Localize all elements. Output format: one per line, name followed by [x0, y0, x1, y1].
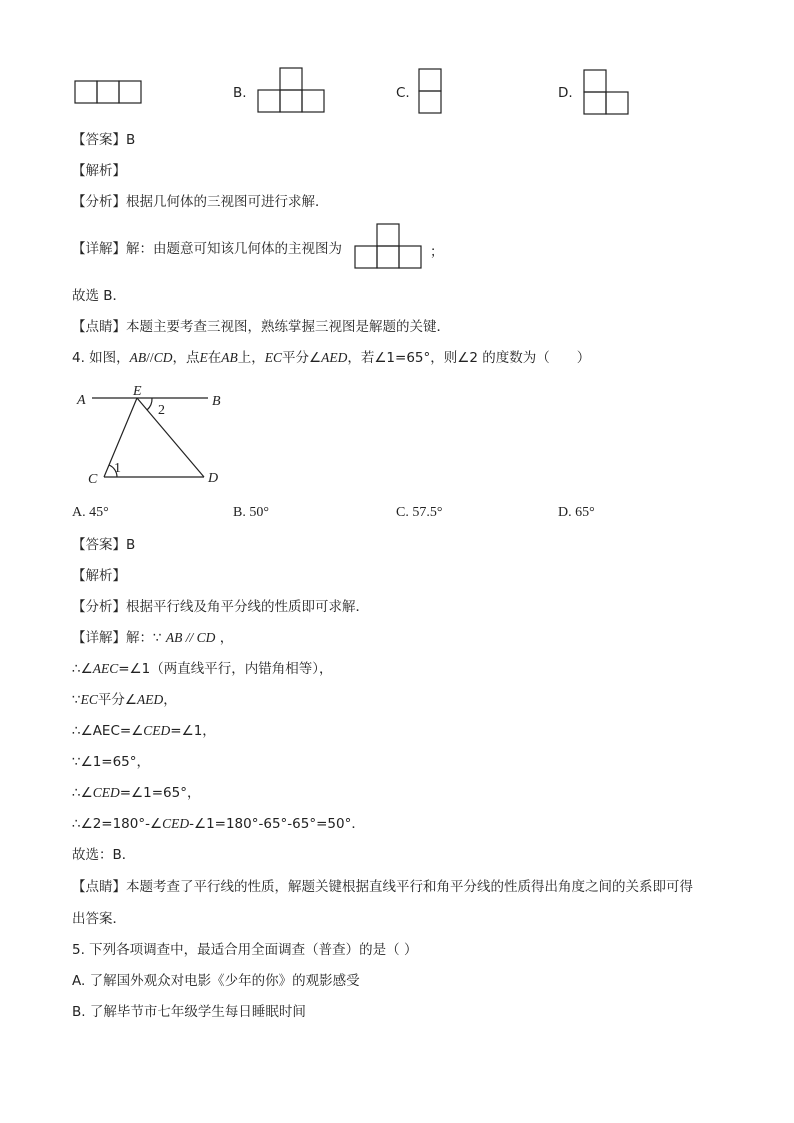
label-a: A	[77, 393, 86, 408]
option-c-letter: C.	[396, 85, 410, 101]
math-ced: CED	[162, 816, 190, 831]
label-e: E	[133, 384, 142, 399]
math-cd: CD	[153, 350, 173, 365]
math-ced: CED	[143, 723, 171, 738]
step-text: =∠1=65°，	[119, 785, 201, 801]
q4-option-d: D. 65°	[558, 505, 595, 520]
q4-step-3	[72, 722, 216, 740]
q4-stem-text: ，点	[172, 350, 200, 366]
q4-dianjing-line1: 【点睛】本题考查了平行线的性质，解题关键根据直线平行和角平分线的性质得出角度之间的关系即可得	[72, 879, 693, 895]
step-text: ∴∠	[72, 785, 93, 801]
math-ab-parallel-cd: AB // CD	[165, 630, 216, 645]
q4-stem-text: ，若∠1=65°，则∠2 的度数为（ ）	[347, 350, 591, 366]
q4-step-1	[72, 660, 332, 678]
step-text: =∠1，	[170, 723, 216, 739]
q4-stem-text: 在	[207, 350, 222, 366]
q4-xiangjie	[72, 629, 233, 647]
step-text: ∴∠	[72, 661, 93, 677]
math-e: E	[199, 350, 208, 365]
q3-fenxi: 【分析】根据几何体的三视图可进行求解．	[72, 194, 329, 210]
q3-dianjing: 【点睛】本题主要考查三视图，熟练掌握三视图是解题的关键．	[72, 319, 450, 335]
q3-xiangjie-text: 【详解】解：由题意可知该几何体的主视图为	[72, 241, 342, 257]
option-d-letter: D.	[558, 85, 573, 101]
q4-answer: 【答案】B	[72, 537, 136, 553]
q4-step-2	[72, 691, 177, 709]
math-ab: AB	[221, 350, 238, 365]
math-aed: AED	[321, 350, 348, 365]
step-text: =∠1（两直线平行，内错角相等），	[118, 661, 333, 677]
q4-step-5	[72, 784, 200, 802]
step-text: ∴∠AEC=∠	[72, 723, 144, 739]
q4-dianjing-line2: 出答案．	[72, 911, 126, 927]
q4-geometry-figure	[0, 0, 794, 500]
step-text: -∠1=180°-65°-65°=50°．	[189, 816, 365, 832]
q4-stem-text: 4. 如图，	[72, 350, 130, 366]
math-ec: EC	[80, 692, 98, 707]
math-ced: CED	[92, 785, 120, 800]
parallel-symbol: //	[146, 350, 154, 365]
label-b: B	[212, 394, 221, 409]
q4-stem-text: 平分∠	[281, 350, 322, 366]
math-aed: AED	[136, 692, 164, 707]
label-1: 1	[114, 461, 121, 476]
label-d: D	[208, 471, 219, 486]
q4-fenxi: 【分析】根据平行线及角平分线的性质即可求解．	[72, 599, 369, 615]
q3-xiangjie-end: ；	[430, 244, 444, 260]
math-aec: AEC	[92, 661, 119, 676]
angle-2-arc	[147, 398, 152, 410]
label-c: C	[88, 472, 98, 487]
step-text: ，	[163, 692, 177, 708]
q4-xiangjie-text: 【详解】解：∵	[72, 630, 162, 646]
math-ab: AB	[129, 350, 147, 365]
math-ec: EC	[264, 350, 282, 365]
q4-option-b: B. 50°	[233, 505, 269, 520]
q4-jiexi: 【解析】	[72, 568, 126, 584]
q3-jiexi: 【解析】	[72, 163, 126, 179]
q3-guxuan: 故选 B．	[72, 288, 127, 304]
option-b-letter: B.	[233, 85, 247, 101]
q4-step-6	[72, 815, 365, 833]
q5-option-b: B. 了解毕节市七年级学生每日睡眠时间	[72, 1004, 306, 1020]
q4-guxuan: 故选：B．	[72, 847, 136, 863]
label-2: 2	[158, 403, 165, 418]
q3-answer: 【答案】B	[72, 132, 136, 148]
q5-stem: 5. 下列各项调查中，最适合用全面调查（普查）的是（ ）	[72, 942, 418, 958]
q4-option-c: C. 57.5°	[396, 505, 443, 520]
step-text: ∵	[72, 692, 81, 708]
step-text: 平分∠	[97, 692, 137, 708]
step-text: ∴∠2=180°-∠	[72, 816, 163, 832]
q5-option-a: A. 了解国外观众对电影《少年的你》的观影感受	[72, 973, 360, 989]
q4-xiangjie-text: ，	[219, 630, 234, 646]
q4-step-4: ∵∠1=65°，	[72, 754, 151, 770]
q4-option-a: A. 45°	[72, 505, 109, 520]
q4-stem-text: 上，	[237, 350, 265, 366]
